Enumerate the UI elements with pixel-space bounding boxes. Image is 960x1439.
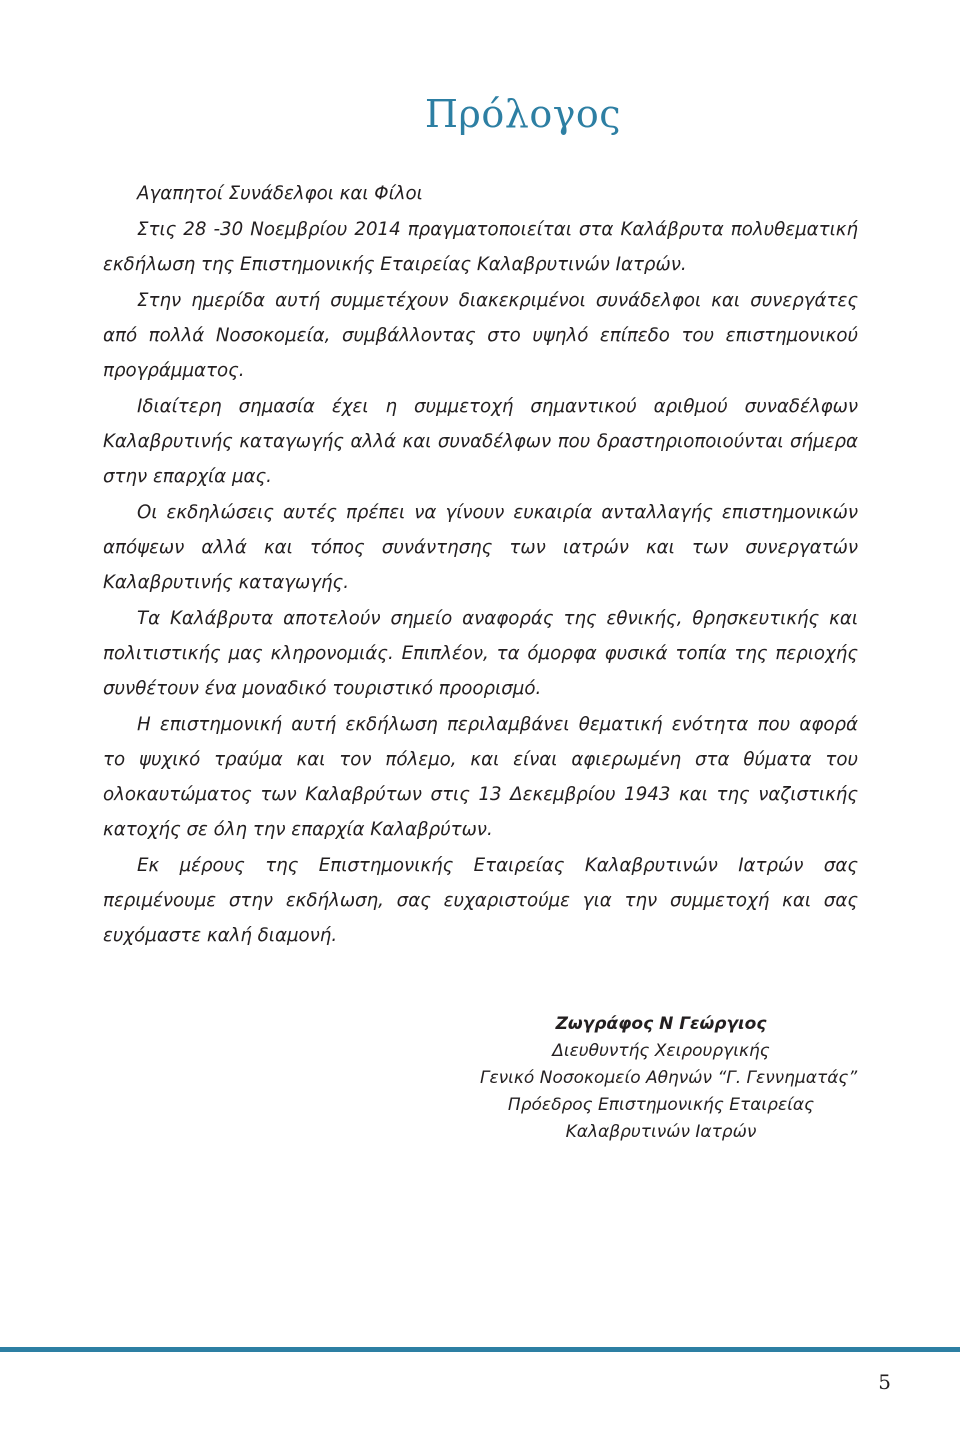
signature-line: Καλαβρυτινών Ιατρών [565,1122,757,1142]
paragraph: Η επιστημονική αυτή εκδήλωση περιλαμβάνει θεματική ενότητα που αφορά το ψυχικό τραύμα και τον πόλεμο, και είναι αφιερωμένη στα θύματα του ολοκαυτώματος των Καλαβρύτων στις 13 Δεκεμβρίου 1943 και της ναζιστικής κατοχής σε όλη την επαρχία Καλαβρύτων. [103,714,858,840]
paragraph: Τα Καλάβρυτα αποτελούν σημείο αναφοράς της εθνικής, θρησκευτικής και πολιτιστικής μας κληρονομιάς. Επιπλέον, τα όμορφα φυσικά τοπία της περιοχής συνθέτουν ένα μοναδικό τουριστικό προορισμό. [103,608,858,699]
paragraph: Οι εκδηλώσεις αυτές πρέπει να γίνουν ευκαιρία ανταλλαγής επιστημονικών απόψεων αλλά και τόπος συνάντησης των ιατρών και των συνεργατών Καλαβρυτινής καταγωγής. [103,502,858,593]
paragraph: Εκ μέρους της Επιστημονικής Εταιρείας Καλαβρυτινών Ιατρών σας περιμένουμε στην εκδήλωση, σας ευχαριστούμε για την συμμετοχή και σας ευχόμαστε καλή διαμονή. [103,855,858,946]
page-title-wrap [0,92,960,136]
signature-line: Πρόεδρος Επιστημονικής Εταιρείας [507,1095,815,1115]
paragraph: Στις 28 -30 Νοεμβρίου 2014 πραγματοποιείται στα Καλάβρυτα πολυθεματική εκδήλωση της Επιστημονικής Εταιρείας Καλαβρυτινών Ιατρών. [103,219,858,275]
signature-block [480,1011,858,1146]
signature-line: Διευθυντής Χειρουργικής [552,1041,770,1061]
footer-rule [0,1347,960,1352]
paragraph: Ιδιαίτερη σημασία έχει η συμμετοχή σημαντικού αριθμού συναδέλφων Καλαβρυτινής καταγωγής αλλά και συναδέλφων που δραστηριοποιούνται σήμερα στην επαρχία μας. [103,396,858,487]
paragraph: Στην ημερίδα αυτή συμμετέχουν διακεκριμένοι συνάδελφοι και συνεργάτες από πολλά Νοσοκομεία, συμβάλλοντας στο υψηλό επίπεδο του επιστημονικού προγράμματος. [103,290,858,381]
greeting: Αγαπητοί Συνάδελφοι και Φίλοι [137,183,423,204]
body-text [103,176,858,954]
page-number: 5 [878,1370,891,1394]
signature-line: Γενικό Νοσοκομείο Αθηνών “Γ. Γεννηματάς” [480,1068,858,1088]
signature-name: Ζωγράφος Ν Γεώργιος [555,1014,767,1034]
page-title: Πρόλογος [424,92,622,136]
